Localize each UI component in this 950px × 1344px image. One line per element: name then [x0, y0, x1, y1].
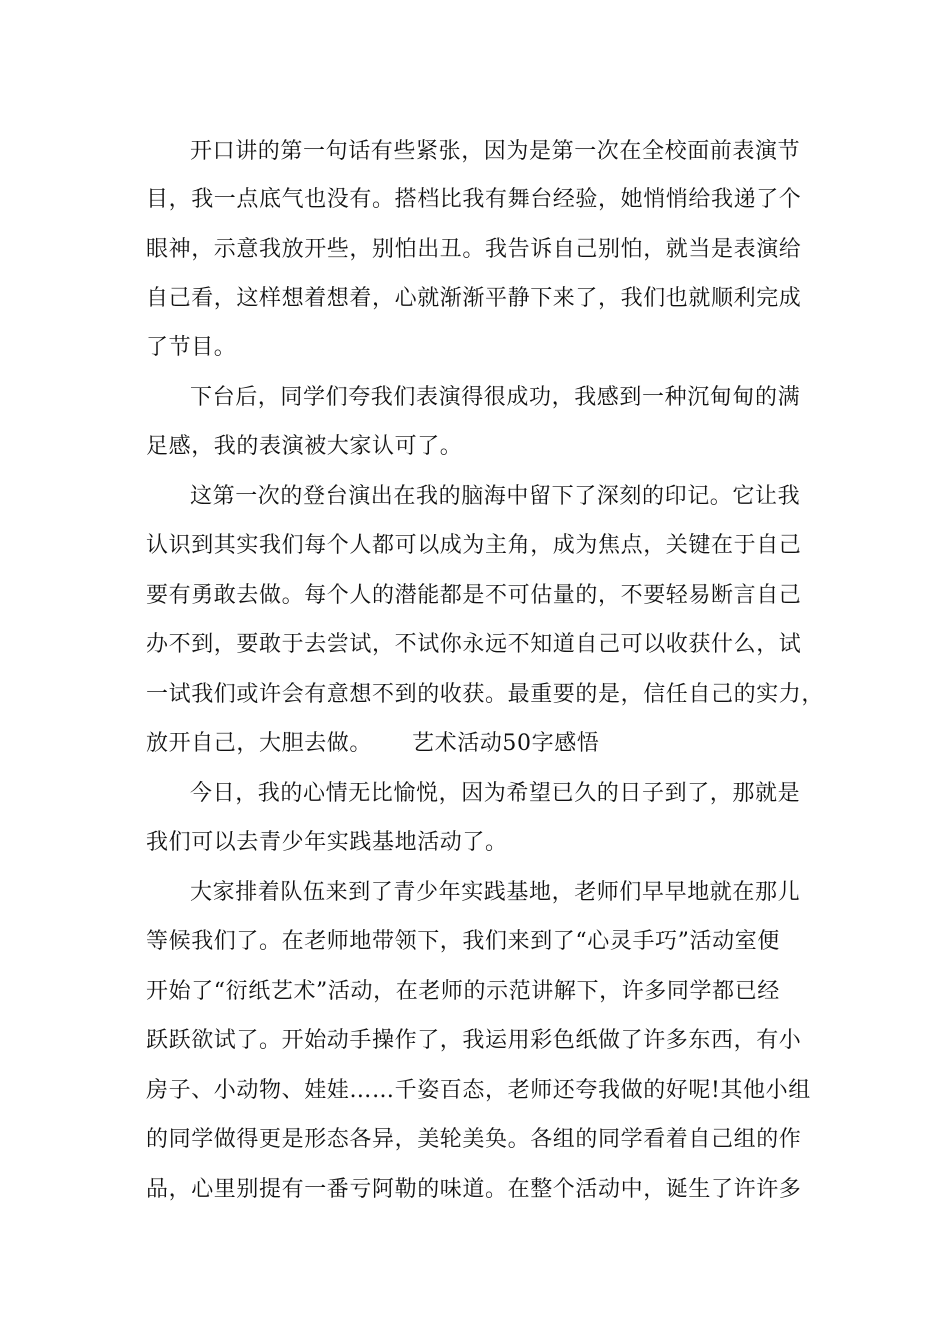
text-line: 品，心里别提有一番亏阿勒的味道。在整个活动中，诞生了许许多 — [146, 1177, 802, 1202]
text-line-content: 放开自己，大胆去做。 — [146, 731, 373, 756]
text-line: 开始了“衍纸艺术”活动，在老师的示范讲解下，许多同学都已经 — [146, 979, 780, 1004]
text-line: 跃跃欲试了。开始动手操作了，我运用彩色纸做了许多东西，有小 — [146, 1028, 802, 1053]
text-line: 这第一次的登台演出在我的脑海中留下了深刻的印记。它让我 — [190, 484, 801, 509]
text-line: 我们可以去青少年实践基地活动了。 — [146, 830, 508, 855]
text-line: 办不到，要敢于去尝试，不试你永远不知道自己可以收获什么，试 — [146, 632, 802, 657]
text-line — [146, 720, 836, 768]
text-line: 眼神，示意我放开些，别怕出丑。我告诉自己别怕，就当是表演给 — [146, 237, 802, 262]
text-line: 目，我一点底气也没有。搭档比我有舞台经验，她悄悄给我递了个 — [146, 187, 802, 212]
text-line: 今日，我的心情无比愉悦，因为希望已久的日子到了，那就是 — [190, 781, 801, 806]
text-line: 下台后，同学们夸我们表演得很成功，我感到一种沉甸甸的满 — [190, 385, 801, 410]
text-line: 一试我们或许会有意想不到的收获。最重要的是，信任自己的实力， — [146, 682, 825, 707]
text-line: 的同学做得更是形态各异，美轮美奂。各组的同学看着自己组的作 — [146, 1127, 802, 1152]
text-line: 等候我们了。在老师地带领下，我们来到了“心灵手巧”活动室便 — [146, 929, 780, 954]
text-line: 要有勇敢去做。每个人的潜能都是不可估量的，不要轻易断言自己 — [146, 583, 802, 608]
text-line: 开口讲的第一句话有些紧张，因为是第一次在全校面前表演节 — [190, 139, 801, 164]
text-line: 自己看，这样想着想着，心就渐渐平静下来了，我们也就顺利完成 — [146, 286, 802, 311]
text-line: 了节目。 — [146, 335, 237, 360]
text-line: 足感，我的表演被大家认可了。 — [146, 434, 463, 459]
text-line: 大家排着队伍来到了青少年实践基地，老师们早早地就在那儿 — [190, 880, 801, 905]
section-heading: 艺术活动50字感悟 — [412, 731, 600, 756]
text-line: 认识到其实我们每个人都可以成为主角，成为焦点，关键在于自己 — [146, 533, 802, 558]
text-line: 房子、小动物、娃娃……千姿百态，老师还夸我做的好呢!其他小组 — [146, 1078, 811, 1103]
